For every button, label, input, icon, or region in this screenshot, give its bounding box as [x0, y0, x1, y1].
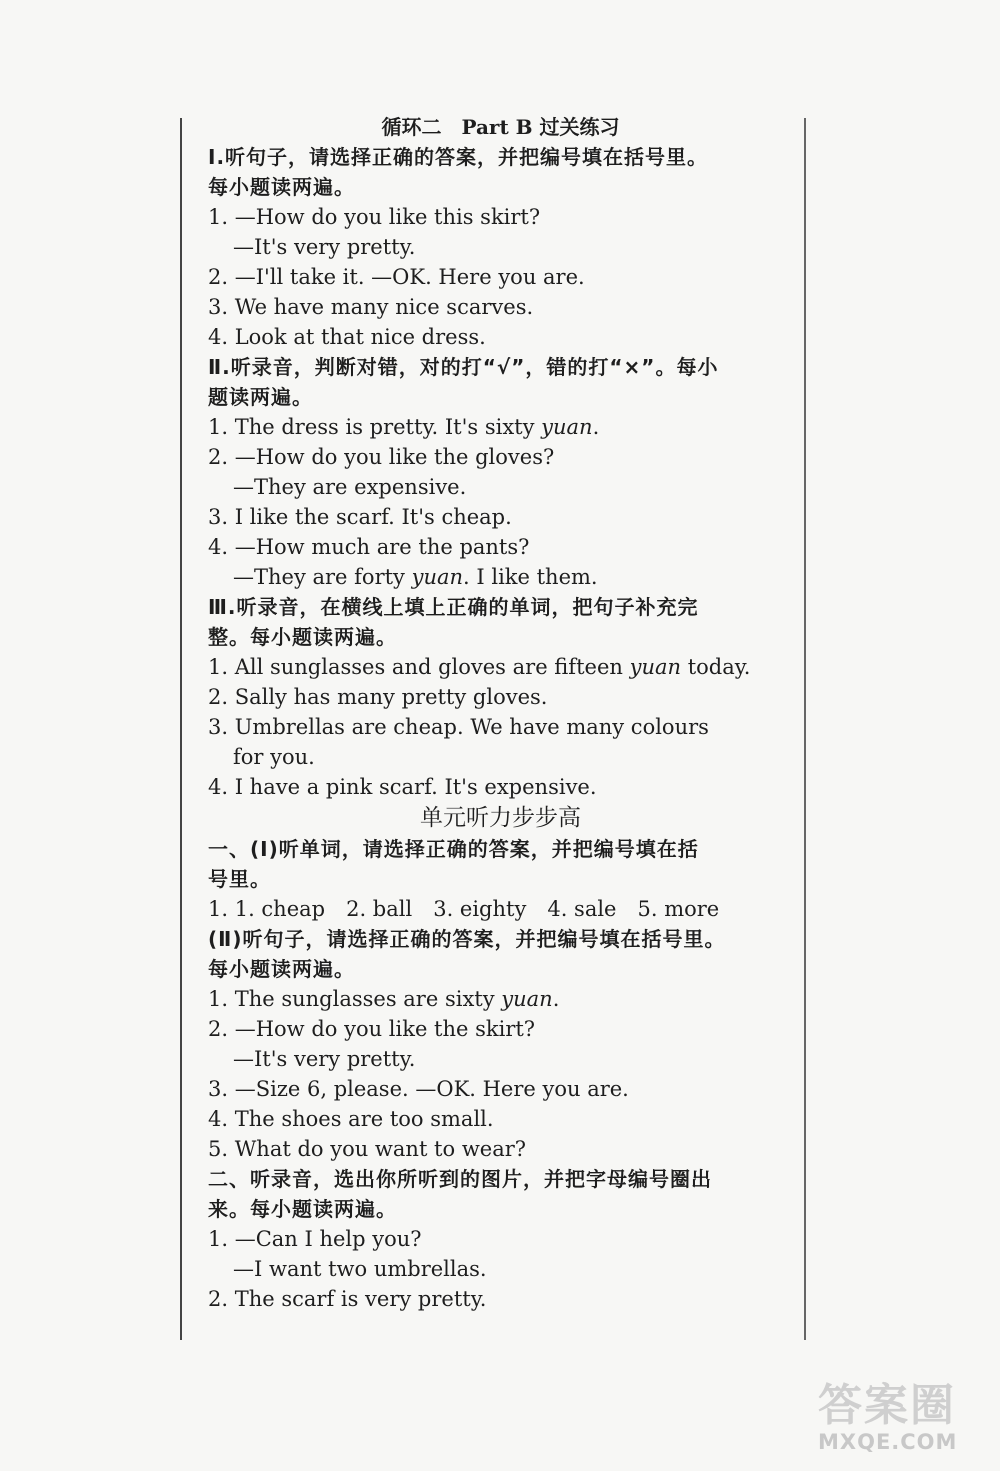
text-line: 3. Umbrellas are cheap. We have many colours: [208, 715, 709, 739]
watermark-text: 答案圈: [818, 1380, 956, 1431]
text-line: —It's very pretty.: [233, 235, 416, 259]
text-line: 4. I have a pink scarf. It's expensive.: [208, 775, 597, 799]
instruction-line: Ⅰ.听句子，请选择正确的答案，并把编号填在括号里。: [208, 145, 709, 169]
left-margin-rule: [180, 118, 182, 1340]
instruction-line: Ⅱ.听录音，判断对错，对的打“√”，错的打“×”。每小: [208, 355, 719, 379]
text-line: 4. Look at that nice dress.: [208, 325, 486, 349]
instruction-line: (Ⅱ)听句子，请选择正确的答案，并把编号填在括号里。: [208, 927, 726, 951]
text-line: —They are expensive.: [233, 475, 467, 499]
text-line: 3. We have many nice scarves.: [208, 295, 534, 319]
text-line: 2. —I'll take it. —OK. Here you are.: [208, 265, 585, 289]
instruction-line: 来。每小题读两遍。: [208, 1197, 397, 1221]
text-line: —They are forty yuan. I like them.: [233, 565, 598, 589]
text-line: 4. —How much are the pants?: [208, 535, 530, 559]
instruction-line: 号里。: [208, 867, 271, 891]
text-line: 5. What do you want to wear?: [208, 1137, 527, 1161]
text-line: 1. All sunglasses and gloves are fifteen yuan today.: [208, 655, 751, 679]
text-line: 1. The dress is pretty. It's sixty yuan.: [208, 415, 600, 439]
section-title: 单元听力步步高: [420, 805, 581, 831]
text-line: 2. —How do you like the gloves?: [208, 445, 555, 469]
text-line: —It's very pretty.: [233, 1047, 416, 1071]
text-line: 2. The scarf is very pretty.: [208, 1287, 487, 1311]
text-line: 3. —Size 6, please. —OK. Here you are.: [208, 1077, 629, 1101]
instruction-line: 整。每小题读两遍。: [208, 625, 397, 649]
instruction-line: 二、听录音，选出你所听到的图片，并把字母编号圈出: [208, 1167, 712, 1191]
text-line: 1. —How do you like this skirt?: [208, 205, 541, 229]
page-title: 循环二 Part B 过关练习: [381, 115, 620, 139]
text-line: —I want two umbrellas.: [233, 1257, 487, 1281]
instruction-line: 每小题读两遍。: [208, 957, 355, 981]
right-margin-rule: [804, 118, 806, 1340]
instruction-line: 一、(Ⅰ)听单词，请选择正确的答案，并把编号填在括: [208, 837, 699, 861]
text-line: 1. —Can I help you?: [208, 1227, 422, 1251]
text-line: 1. The sunglasses are sixty yuan.: [208, 987, 560, 1011]
instruction-line: Ⅲ.听录音，在横线上填上正确的单词，把句子补充完: [208, 595, 699, 619]
watermark-url: MXQE.COM: [818, 1430, 958, 1454]
page-content: [208, 112, 793, 1314]
text-line: 1. 1. cheap 2. ball 3. eighty 4. sale 5. more: [208, 897, 720, 921]
watermark-logo: [818, 1382, 993, 1462]
text-lines: [208, 142, 793, 1314]
instruction-line: 题读两遍。: [208, 385, 313, 409]
text-line: 2. Sally has many pretty gloves.: [208, 685, 548, 709]
text-line: 2. —How do you like the skirt?: [208, 1017, 536, 1041]
text-line: 3. I like the scarf. It's cheap.: [208, 505, 512, 529]
text-line: for you.: [233, 745, 315, 769]
instruction-line: 每小题读两遍。: [208, 175, 355, 199]
text-line: 4. The shoes are too small.: [208, 1107, 494, 1131]
